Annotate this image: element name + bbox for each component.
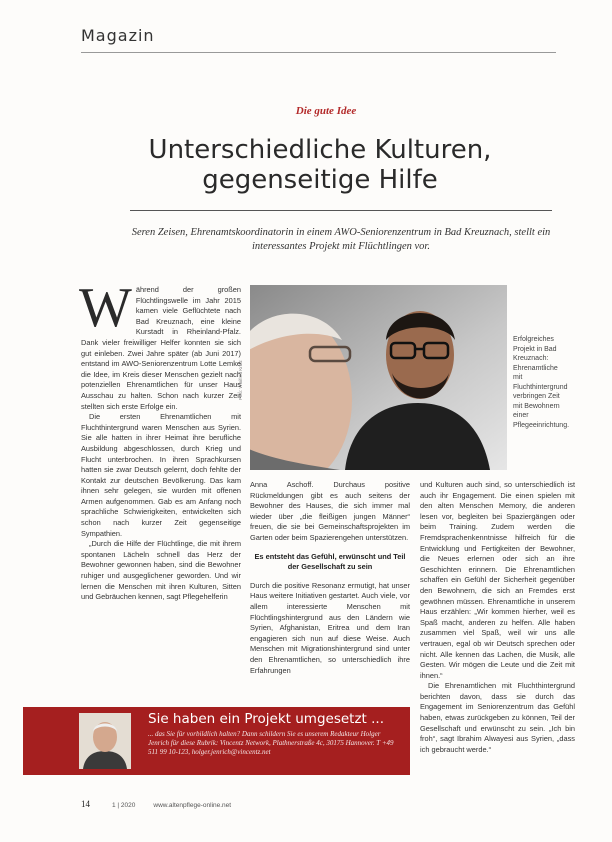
article-headline [60,135,580,195]
text-column-1 [79,277,241,603]
section-label: Magazin [81,26,155,45]
drop-cap: W [79,277,132,339]
box-text: ... das Sie für vorbildlich halten? Dann schildern Sie es unserem Redakteur Holger Jenrich für diese Rubrik: Vincentz Network, Plathnerstraße 4c, 30175 Hannover. T +49 511 99 10-123, holger.jenrich@vincentz.net [148,730,394,757]
article-photo [250,285,507,470]
photo-caption: Erfolgreiches Projekt in Bad Kreuznach: Ehrenamtliche mit Fluchthintergrund verbringen Zeit mit Bewohnern einer Pflegeeinrichtung. [513,336,570,429]
text-column-2 [250,480,410,676]
paragraph: Die ersten Ehrenamtlichen mit Fluchthintergrund waren Menschen aus Syrien. Sie alle hatten in ihrer Heimat ihre berufliche Ausbildung abgeschlossen, durch Krieg und Flucht unterbrochen. In ihren Sprachkursen hatten sie zwar Deutsch gelernt, doch fehlte der Kontakt zur deutschen Bevölkerung. Das kam ihnen sehr gelegen, sie wurden mit offenen Armen aufgenommen. Gab es am Anfang noch sprachliche Schwierigkeiten, entwickelten sich schon nach kurzer Zeit gegenseitige Sympathien. [81,412,241,538]
paragraph [79,277,241,412]
top-rule [81,52,556,53]
paragraph-text: ährend der großen Flüchtlingswelle im Jahr 2015 kamen viele Geflüchtete nach Bad Kreuznach, eine kleine Kurstadt in Rheinland-Pfalz. Dank vieler freiwilliger Helfer konnten sie sich gut einleben. Zwei Jahre später (ab Juni 2017) entstand im AWO-Seniorenzentrum Lotte Lemke die Idee, im Kreis dieser Menschen gezielt nach potenziellen Ehrenamtlichen für unser Haus Ausschau zu halten. Schon nach kurzer Zeit stellten sich erste Erfolge ein. [81,285,241,411]
headline-line-1: Unterschiedliche Kulturen, [148,135,492,165]
paragraph: Durch die positive Resonanz ermutigt, hat unser Haus weitere Initiativen gestartet. Auch viele, vor allem interessierte Menschen mit Flüchtlingshintergrund aus den Ländern wie Syrien, Afghanistan, Eritrea und dem Iran engagieren sich nun auf diese Weise. Auch Menschen mit Migrationshintergrund sind unter den Ehrenamtlichen, so unterschiedlich ihre Erfahrungen [250,580,410,675]
editor-portrait [79,713,131,769]
page-footer [81,799,231,809]
paragraph: „Durch die Hilfe der Flüchtlinge, die mit ihrem spontanen Lächeln schnell das Herz der Bewohner gewonnen haben, sind die Bewohner ruhiger und ausgeglichener geworden. Und wir lernen die Menschen mit ihren Kulturen, Sitten und Gebräuchen kennen, sagt Pflegehelferin [81,539,241,602]
paragraph: Die Ehrenamtlichen mit Fluchthintergrund berichten davon, dass sie durch das Engagement im Seniorenzentrum das Gefühl haben, etwas zurückgeben zu können, Teil der Gesellschaft und erwünscht zu sein. „Ich bin froh“, sagt Ibrahim Alwayesi aus Syrien, „dass ich gebraucht werde.“ [420,681,575,754]
headline-rule [130,210,552,211]
paragraph: und Kulturen auch sind, so unterschiedlich ist auch ihr Engagement. Die einen spielen mit den alten Menschen Memory, die anderen lesen vor, begleiten bei Spaziergängen oder beim Training. Zudem werden die Fremdsprachenkenntnisse hilfreich für die Entwicklung und Fertigkeiten der Bewohner, die Neues erlernen oder sich an ihre Geschichten erinnern. Die Ehrenamtlichen schaffen ein Gefühl der Sicherheit gegenüber den Bewohnern, die sich an Fremdes erst gewöhnen müssen. Ehrenamtliche in unserem Haus erzählen: „Wir kommen hierher, weil es Spaß macht, anderen zu helfen. Alle haben zusammen viel Spaß, weil wir uns alle vertrauen, egal ob wir Deutsch sprechen oder nicht. Alle kennen das Lachen, die Musik, alle Gesten. Wir mögen die Leute und die Zeit mit ihnen.“ [420,480,575,680]
issue-label: 1 | 2020 [112,802,136,809]
photo-illustration [250,285,507,470]
article-subhead: Es entsteht das Gefühl, erwünscht und Teil der Gesellschaft zu sein [254,551,406,572]
article-lead: Seren Zeisen, Ehrenamtskoordinatorin in einem AWO-Seniorenzentrum in Bad Kreuznach, stellt ein interessantes Projekt mit Flüchtlingen vor. [131,227,551,252]
page-number: 14 [81,799,90,809]
portrait-illustration [79,713,131,769]
article-kicker: Die gute Idee [295,105,357,117]
headline-line-2: gegenseitige Hilfe [202,165,438,195]
call-for-projects-box [23,707,410,775]
website-link[interactable]: www.altenpflege-online.net [153,802,232,809]
paragraph: Anna Aschoff. Durchaus positive Rückmeldungen gibt es auch seitens der Bewohner des Hauses, die sich immer mal wieder über „die fleißigen jungen Männer“ freuen, die sie bei Gemeinschaftsprojekten im Garten oder beim Spazierengehen unterstützen. [250,480,410,542]
text-column-3 [420,480,575,755]
photo-credit: Foto: Winifred Kratz [238,360,243,400]
box-title: Sie haben ein Projekt umgesetzt ... [148,711,385,727]
